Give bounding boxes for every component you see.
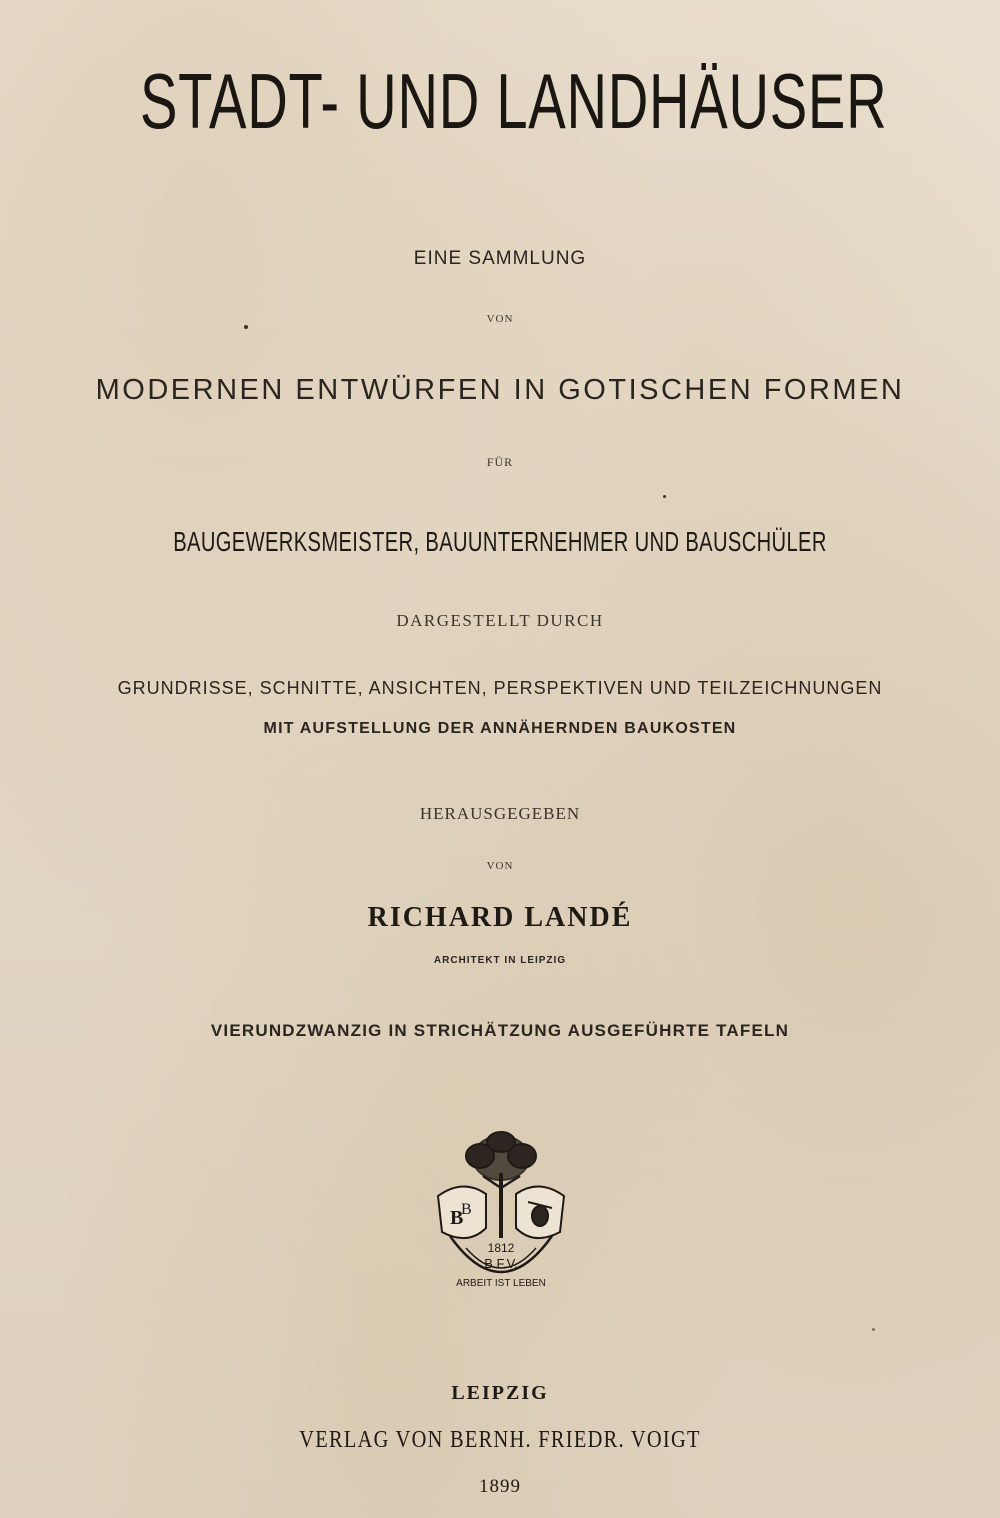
publication-year: 1899 <box>479 1476 521 1497</box>
audience-line: BAUGEWERKSMEISTER, BAUUNTERNEHMER UND BAUSCHÜLER <box>173 526 827 557</box>
publication-place: LEIPZIG <box>451 1382 549 1404</box>
connector-von: VON <box>486 313 514 325</box>
subtitle-modernen-entwuerfen: MODERNEN ENTWÜRFEN IN GOTISCHEN FORMEN <box>95 374 905 406</box>
emblem-initials: B.F.V. <box>484 1256 518 1271</box>
plates-description: VIERUNDZWANZIG IN STRICHÄTZUNG AUSGEFÜHRTE TAFELN <box>210 1021 790 1040</box>
author-name: RICHARD LANDÉ <box>367 902 633 933</box>
subtitle-eine-sammlung: EINE SAMMLUNG <box>413 248 587 269</box>
emblem-motto: ARBEIT IST LEBEN <box>456 1278 546 1289</box>
herausgegeben: HERAUSGEGEBEN <box>419 804 581 823</box>
publisher-line: VERLAG VON BERNH. FRIEDR. VOIGT <box>299 1427 701 1453</box>
paper-speck <box>663 495 666 498</box>
dargestellt-durch: DARGESTELLT DURCH <box>396 611 604 630</box>
svg-text:B: B <box>450 1207 464 1229</box>
paper-speck <box>872 1328 875 1331</box>
book-title: STADT- UND LANDHÄUSER <box>140 57 888 145</box>
connector-fuer: FÜR <box>486 455 514 469</box>
contents-line-1: GRUNDRISSE, SCHNITTE, ANSICHTEN, PERSPEKTIVEN UND TEILZEICHNUNGEN <box>117 678 883 698</box>
contents-line-2: MIT AUFSTELLUNG DER ANNÄHERNDEN BAUKOSTEN <box>263 720 737 737</box>
svg-text:B: B <box>461 1201 472 1218</box>
publisher-emblem-icon <box>428 1128 574 1300</box>
connector-von-2: VON <box>486 860 514 872</box>
emblem-year: 1812 <box>487 1241 515 1255</box>
paper-speck <box>244 325 248 329</box>
author-title: ARCHITEKT IN LEIPZIG <box>433 955 567 966</box>
